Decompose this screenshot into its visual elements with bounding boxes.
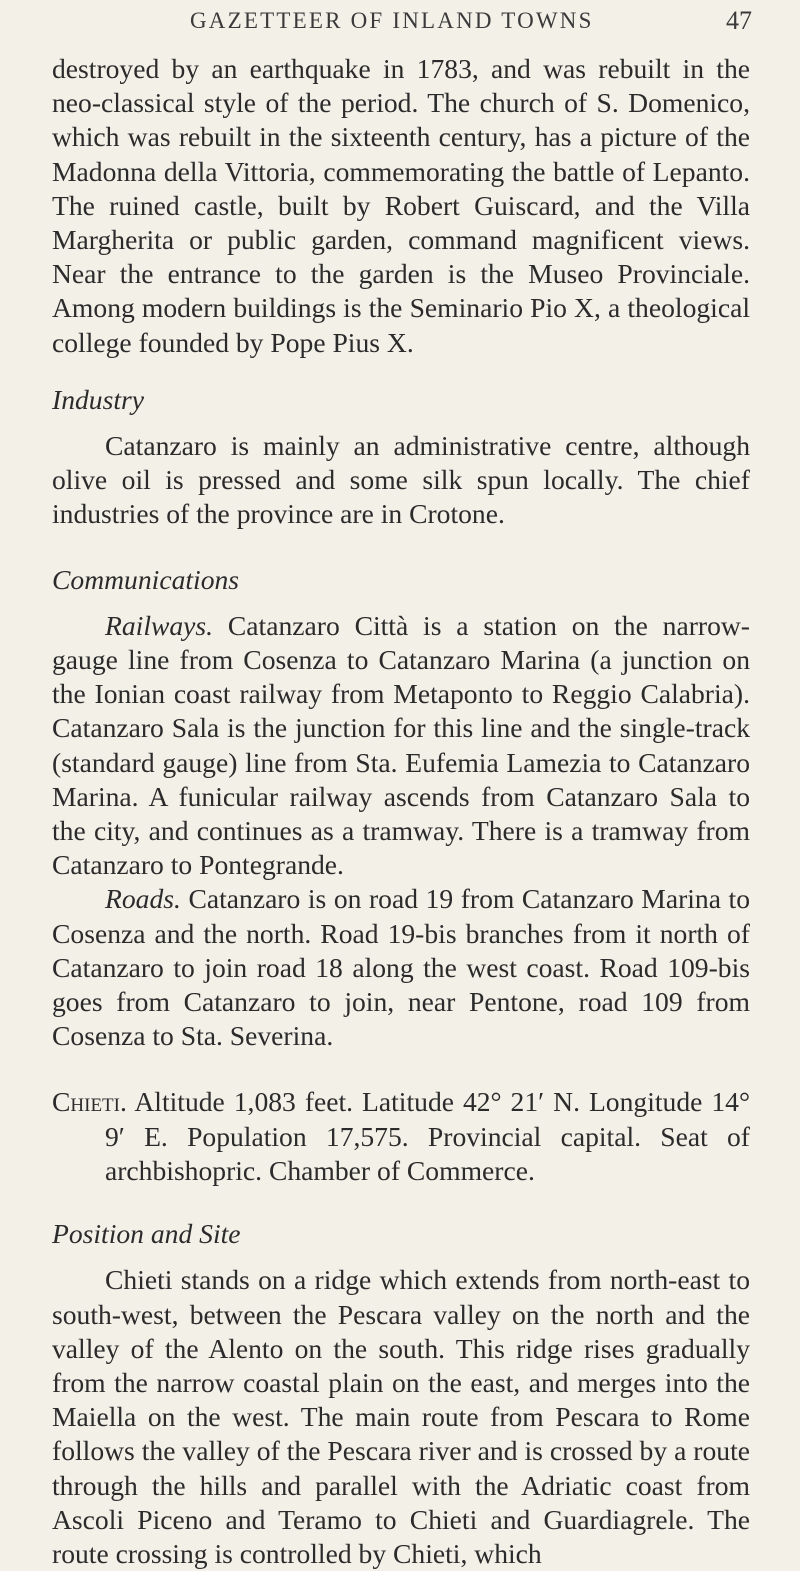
roads-text: Catanzaro is on road 19 from Catanzaro Marina to Cosenza and the north. Road 19-bis branches from it north of Catanzaro to join road 18 along the west coast. Road 109-bis goes from Catanzaro to join, near Pentone, road 109 from Cosenza to Sta. Severina. (52, 883, 750, 1052)
chieti-entry (52, 1085, 750, 1188)
railways-label: Railways. (105, 609, 214, 641)
railways-paragraph (52, 609, 750, 883)
position-heading: Position and Site (52, 1218, 241, 1250)
communications-heading: Communications (52, 563, 240, 595)
roads-paragraph (52, 882, 750, 1053)
page-number: 47 (726, 6, 752, 35)
running-head: GAZETTEER OF INLAND TOWNS (190, 8, 594, 33)
railways-text: Catanzaro Città is a station on the narrow-gauge line from Cosenza to Catanzaro Marina (a junction on the Ionian coast railway from Metaponto to Reggio Calabria). Catanzaro Sala is the junction for this line and the single-track (standard gauge) line from Sta. Eufemia Lamezia to Catanzaro Marina. A funicular railway ascends from Catanzaro Sala to the city, and continues as a tramway. There is a tramway from Catanzaro to Pontegrande. (52, 609, 751, 881)
industry-paragraph: Catanzaro is mainly an administrative centre, although olive oil is pressed and some silk spun locally. The chief industries of the province are in Crotone. (52, 430, 750, 530)
position-paragraph: Chieti stands on a ridge which extends from north-east to south-west, between the Pescara valley on the north and the valley of the Alento on the south. This ridge rises gradually from the narrow coastal plain on the east, and merges into the Maiella on the west. The main route from Pescara to Rome follows the valley of the Pescara river and is crossed by a route through the hills and parallel with the Adriatic coast from Ascoli Piceno and Teramo to Chieti and Guardiagrele. The route crossing is controlled by Chieti, which (52, 1264, 750, 1569)
town-name: Chieti. (52, 1086, 127, 1118)
industry-heading: Industry (52, 383, 144, 415)
chieti-details: Altitude 1,083 feet. Latitude 42° 21′ N. Longitude 14° 9′ E. Population 17,575. Provincial capital. Seat of archbishopric. Chamber of Commerce. (105, 1086, 750, 1186)
opening-paragraph: destroyed by an earthquake in 1783, and was rebuilt in the neo-classical style of the period. The church of S. Domenico, which was rebuilt in the sixteenth century, has a picture of the Madonna della Vittoria, commemorating the battle of Lepanto. The ruined castle, built by Robert Guiscard, and the Villa Margherita or public garden, command magnificent views. Near the entrance to the garden is the Museo Provinciale. Among modern buildings is the Seminario Pio X, a theological college founded by Pope Pius X. (52, 53, 750, 358)
roads-label: Roads. (105, 883, 181, 915)
